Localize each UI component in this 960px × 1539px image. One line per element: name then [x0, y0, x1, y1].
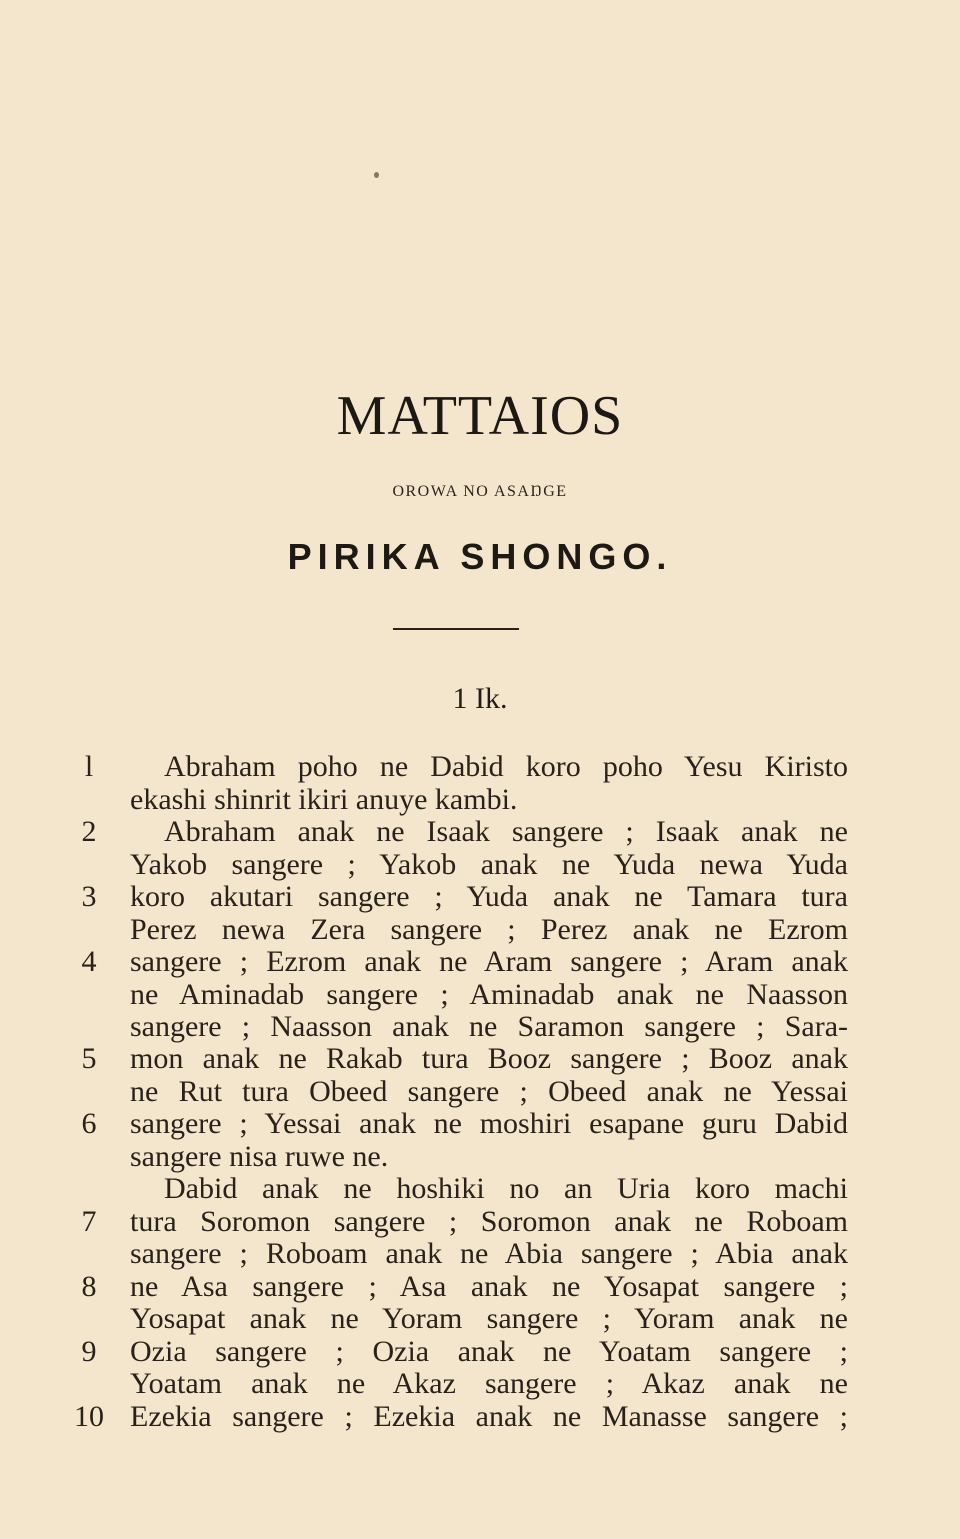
text-line: Abraham anak ne Isaak sangere ; Isaak anak ne — [164, 815, 848, 848]
verse-number: l — [84, 750, 94, 783]
verse-number: 4 — [81, 945, 97, 978]
text-line: Abraham poho ne Dabid koro poho Yesu Kiristo — [164, 750, 848, 783]
verse-number: 7 — [81, 1205, 97, 1238]
text-line: sangere ; Yessai anak ne moshiri esapane guru Dabid — [130, 1107, 848, 1140]
text-line: tura Soromon sangere ; Soromon anak ne Roboam — [130, 1205, 848, 1238]
verse-number: 2 — [81, 815, 97, 848]
text-line: mon anak ne Rakab tura Booz sangere ; Booz anak — [130, 1042, 848, 1075]
ink-speck — [374, 172, 379, 178]
verse-number: 3 — [81, 880, 97, 913]
text-line: ekashi shinrit ikiri anuye kambi. — [130, 783, 518, 816]
title-rule — [393, 628, 519, 630]
text-line: ne Aminadab sangere ; Aminadab anak ne Naasson — [130, 978, 848, 1011]
text-line: Ozia sangere ; Ozia anak ne Yoatam sangere ; — [130, 1335, 848, 1368]
section-heading: PIRIKA SHONGO. — [287, 536, 673, 577]
text-line: Yakob sangere ; Yakob anak ne Yuda newa Yuda — [130, 848, 848, 881]
text-line: Ezekia sangere ; Ezekia anak ne Manasse sangere ; — [130, 1400, 848, 1433]
text-line: ne Rut tura Obeed sangere ; Obeed anak ne Yessai — [130, 1075, 848, 1108]
book-subtitle: OROWA NO ASAŊGE — [392, 483, 568, 500]
text-line: sangere nisa ruwe ne. — [130, 1140, 389, 1173]
text-line: sangere ; Naasson anak ne Saramon sangere ; Sara- — [130, 1010, 848, 1043]
chapter-heading: 1 Ik. — [452, 682, 508, 715]
verse-number: 6 — [81, 1107, 97, 1140]
book-title: MATTAIOS — [336, 385, 624, 447]
text-line: Yoatam anak ne Akaz sangere ; Akaz anak ne — [130, 1367, 848, 1400]
text-line: Perez newa Zera sangere ; Perez anak ne Ezrom — [130, 913, 848, 946]
text-line: koro akutari sangere ; Yuda anak ne Tamara tura — [130, 880, 848, 913]
text-line: sangere ; Roboam anak ne Abia sangere ; Abia anak — [130, 1237, 848, 1270]
text-line: Yosapat anak ne Yoram sangere ; Yoram anak ne — [130, 1302, 848, 1335]
text-line: Dabid anak ne hoshiki no an Uria koro machi — [164, 1172, 848, 1205]
text-line: ne Asa sangere ; Asa anak ne Yosapat sangere ; — [130, 1270, 848, 1303]
verse-number: 10 — [74, 1400, 104, 1433]
verse-number: 8 — [81, 1270, 97, 1303]
verse-number: 9 — [81, 1335, 97, 1368]
text-line: sangere ; Ezrom anak ne Aram sangere ; Aram anak — [130, 945, 848, 978]
verse-number: 5 — [81, 1042, 97, 1075]
